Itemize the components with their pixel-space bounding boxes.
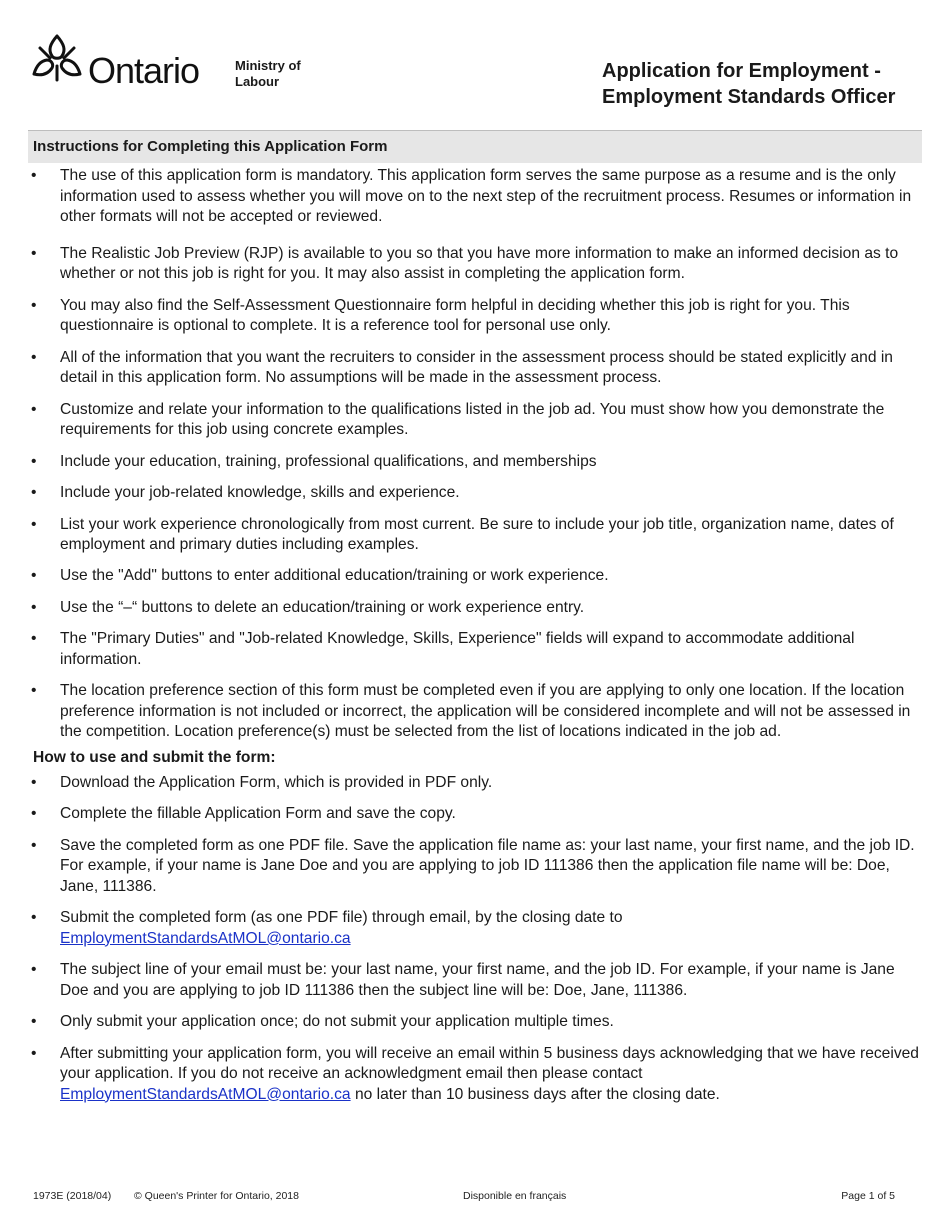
instruction-item: • Include your education, training, professional qualifications, and memberships <box>28 452 922 473</box>
how-to-item: • Save the completed form as one PDF file. Save the application file name as: your last name, your first name, and the job ID. For example, if your name is Jane Doe and you are applying to job ID 111386 then the application file name will be: Doe, Jane, 111386. <box>28 836 922 898</box>
email-link[interactable]: EmploymentStandardsAtMOL@ontario.ca <box>60 929 351 947</box>
how-to-heading: How to use and submit the form: <box>33 748 276 766</box>
form-title <box>602 58 922 110</box>
instruction-item: • Include your job-related knowledge, skills and experience. <box>28 483 922 504</box>
instruction-item: • Customize and relate your information to the qualifications listed in the job ad. You must show how you demonstrate the requirements for this job using concrete examples. <box>28 400 922 441</box>
instructions-list <box>28 166 922 743</box>
ontario-logo <box>28 28 238 90</box>
form-number: 1973E (2018/04) <box>33 1190 112 1202</box>
how-to-list <box>28 773 922 1106</box>
ministry-line-1: Ministry of <box>235 58 301 73</box>
instruction-item: • The use of this application form is mandatory. This application form serves the same purpose as a resume and is the only information used to assess whether you will move on to the next step of the recruitment process. Resumes or information in other formats will not be accepted or reviewed. <box>28 166 922 228</box>
submit-text: Submit the completed form (as one PDF file) through email, by the closing date to <box>60 909 623 927</box>
instructions-section-header <box>28 130 922 163</box>
how-to-item: • Download the Application Form, which is provided in PDF only. <box>28 773 922 794</box>
french-availability: Disponible en français <box>463 1190 567 1202</box>
trillium-icon <box>28 30 86 88</box>
ministry-line-2: Labour <box>235 74 280 89</box>
how-to-item: • Only submit your application once; do not submit your application multiple times. <box>28 1012 922 1033</box>
email-link[interactable]: EmploymentStandardsAtMOL@ontario.ca <box>60 1085 351 1103</box>
form-title-line-2: Employment Standards Officer <box>602 86 896 108</box>
how-to-item-submit <box>28 908 922 949</box>
copyright: © Queen's Printer for Ontario, 2018 <box>134 1190 299 1202</box>
instruction-item: • You may also find the Self-Assessment Questionnaire form helpful in deciding whether this job is right for you. This questionnaire is optional to complete. It is a reference tool for personal use only. <box>28 296 922 337</box>
page-number: Page 1 of 5 <box>841 1190 895 1202</box>
instructions-heading: Instructions for Completing this Application Form <box>33 138 388 155</box>
acknowledgment-text: After submitting your application form, you will receive an email within 5 business days acknowledging that we have received your application. If you do not receive an acknowledgment email then please contact <box>60 1044 919 1083</box>
page-header <box>28 28 922 128</box>
ministry-name <box>235 58 355 90</box>
logo-wordmark: Ontario <box>88 50 200 91</box>
instructions-content <box>28 166 922 1116</box>
instruction-item: • List your work experience chronologically from most current. Be sure to include your job title, organization name, dates of employment and primary duties including examples. <box>28 515 922 556</box>
instruction-item: • Use the “–“ buttons to delete an education/training or work experience entry. <box>28 598 922 619</box>
instruction-item: • All of the information that you want the recruiters to consider in the assessment process should be stated explicitly and in detail in this application form. No assumptions will be made in the assessment process. <box>28 348 922 389</box>
how-to-item: • Complete the fillable Application Form and save the copy. <box>28 804 922 825</box>
form-title-line-1: Application for Employment - <box>602 60 881 82</box>
how-to-item-acknowledgment <box>28 1044 922 1106</box>
instruction-item: • Use the "Add" buttons to enter additional education/training or work experience. <box>28 566 922 587</box>
how-to-item: • The subject line of your email must be: your last name, your first name, and the job ID. For example, if your name is Jane Doe and you are applying to job ID 111386 then the subject line will be: Doe, Jane, 111386. <box>28 960 922 1001</box>
instruction-item: • The location preference section of this form must be completed even if you are applying to only one location. If the location preference information is not included or incorrect, the application will be considered incomplete and will not be assessed in the competition. Location preference(s) must be selected from the list of locations indicated in the job ad. <box>28 681 922 743</box>
instruction-item: • The Realistic Job Preview (RJP) is available to you so that you have more information to make an informed decision as to whether or not this job is right for you. It may also assist in completing the application form. <box>28 244 922 285</box>
acknowledgment-deadline: no later than 10 business days after the closing date. <box>354 1085 720 1103</box>
instruction-item: • The "Primary Duties" and "Job-related Knowledge, Skills, Experience" fields will expand to accommodate additional information. <box>28 629 922 670</box>
